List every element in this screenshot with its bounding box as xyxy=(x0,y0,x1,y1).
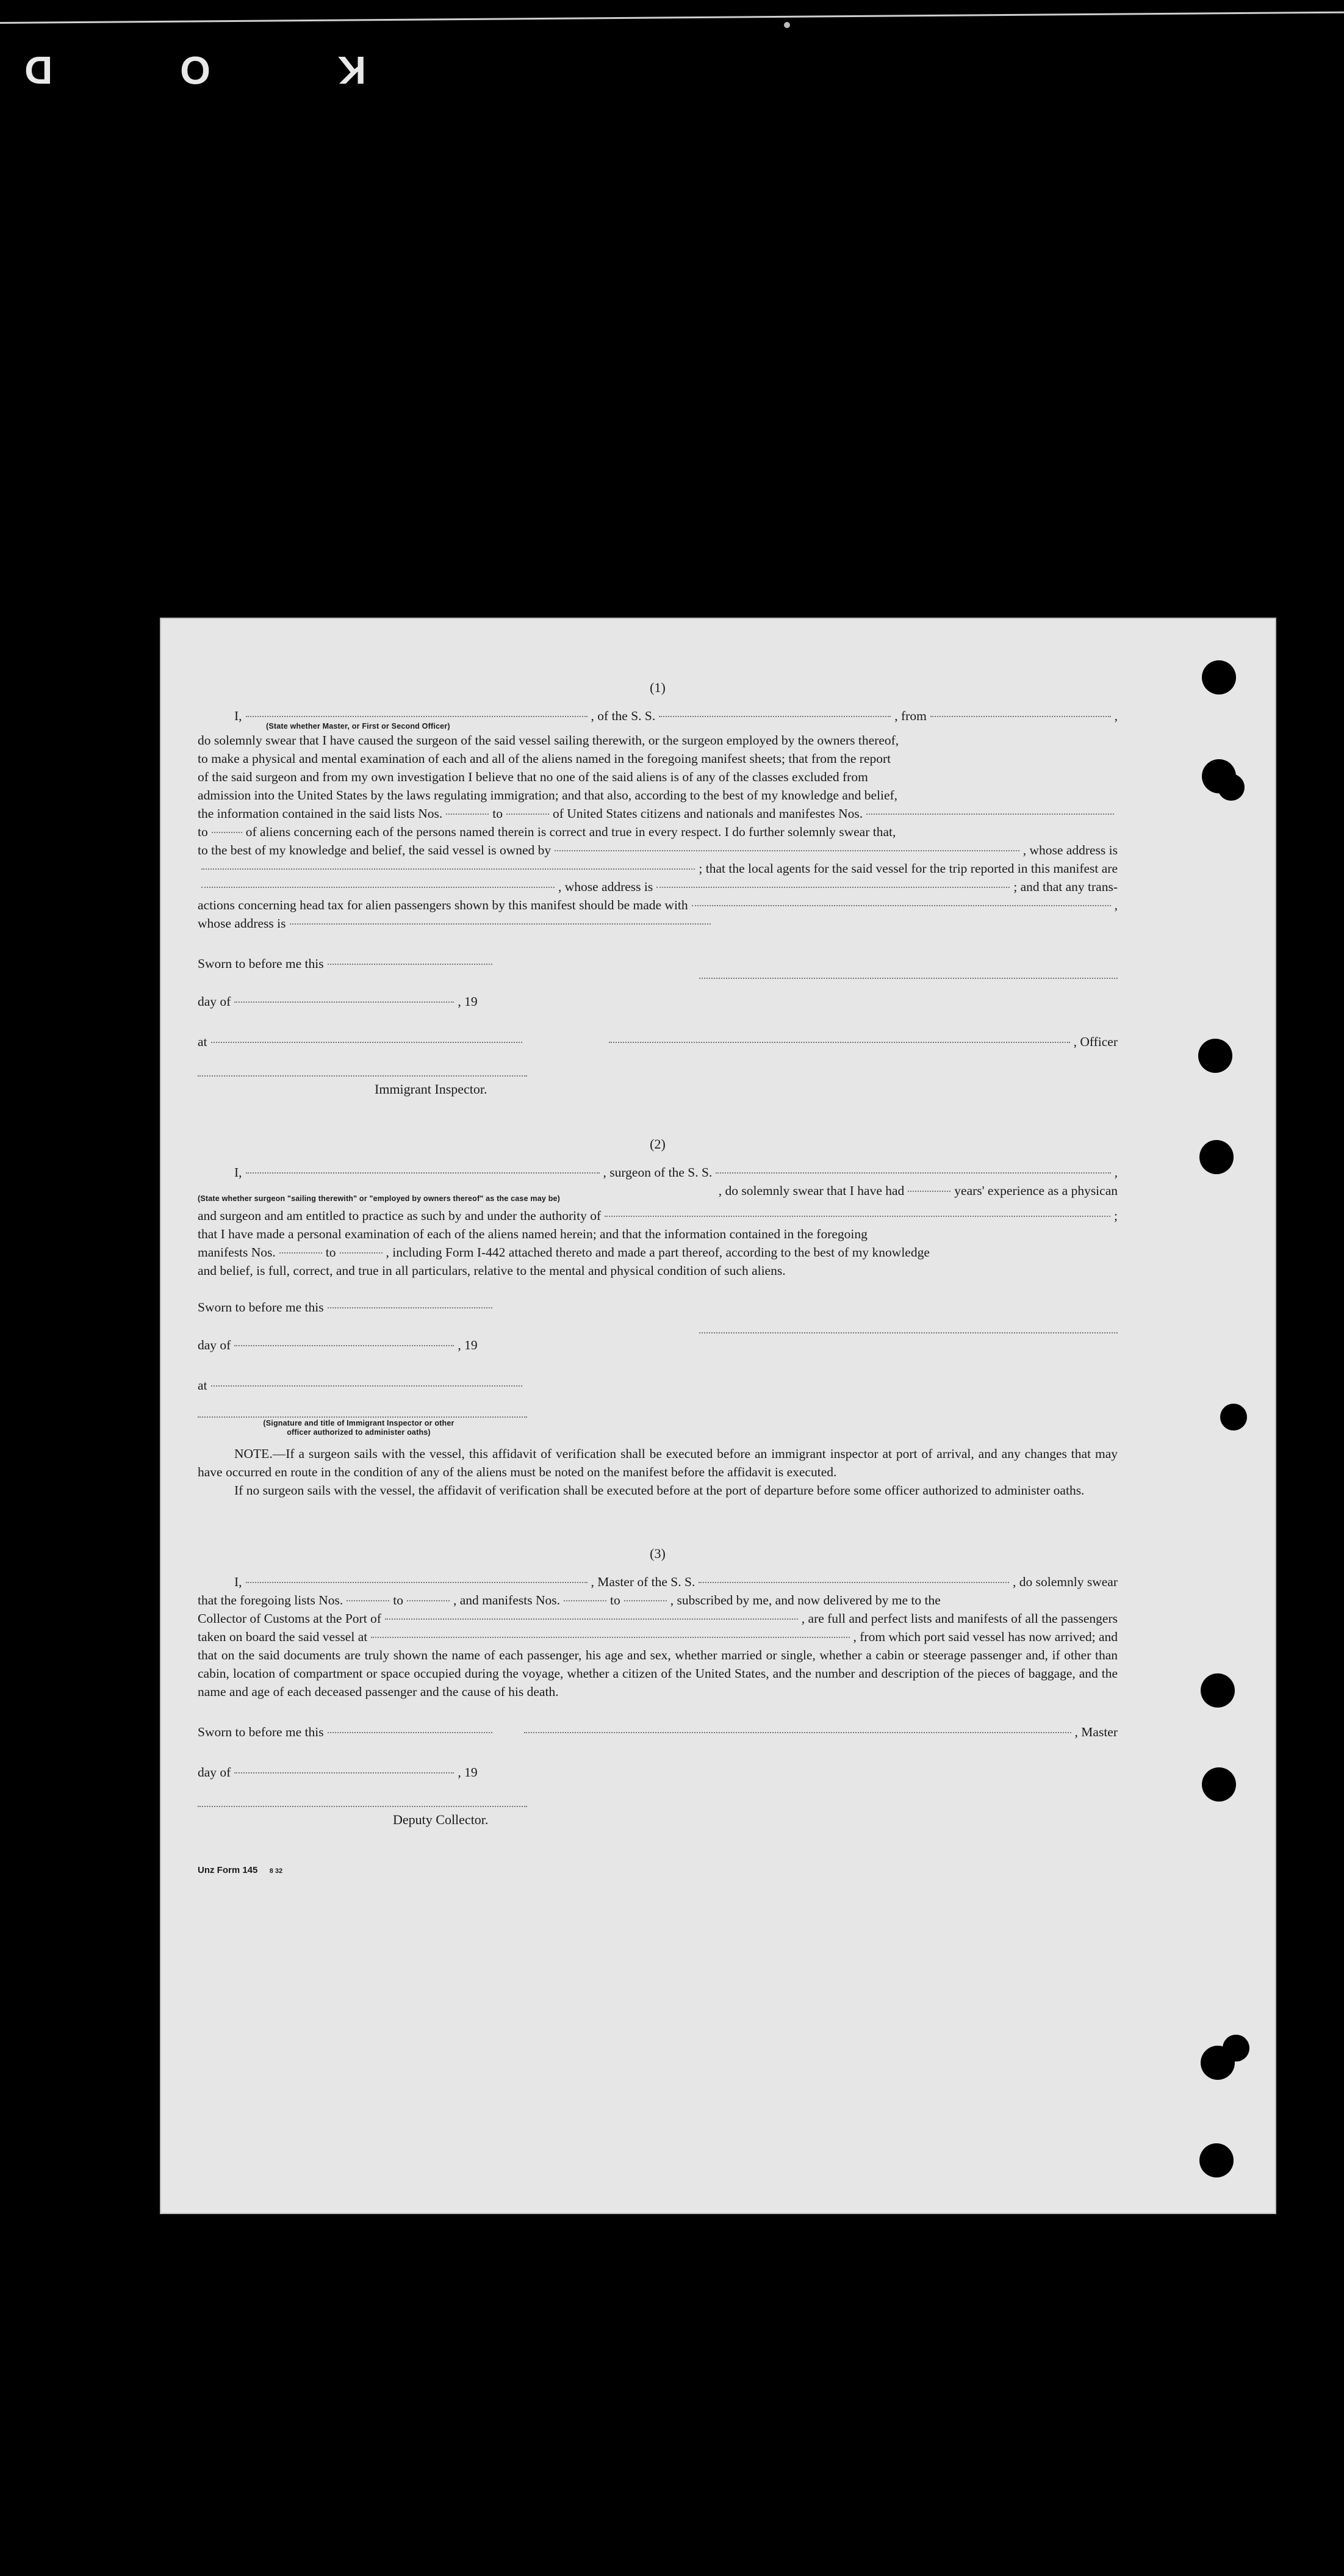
section-3-number: (3) xyxy=(650,1546,666,1561)
lists-label: the information contained in the said lists Nos. xyxy=(198,806,443,821)
manifests-from-field[interactable] xyxy=(564,1600,606,1601)
manifests-label: manifests Nos. xyxy=(198,1245,276,1260)
lists-line xyxy=(198,804,1118,823)
vessel-name-field[interactable] xyxy=(659,716,891,717)
to-label: to xyxy=(198,824,208,839)
film-edge-marks xyxy=(24,48,366,93)
address-label: , whose address is xyxy=(558,879,653,894)
sworn-label: Sworn to before me this xyxy=(198,1300,324,1315)
section-1-paragraph-line: of the said surgeon and from my own investigation I believe that no one of the said aliens is of any of the classes excluded from xyxy=(198,770,868,784)
punch-hole xyxy=(1198,1039,1232,1073)
section-1-opening-line: I, , of the S. S. , from , xyxy=(198,707,1118,725)
authority-line: and surgeon and am entitled to practice as such by and under the authority of ; xyxy=(198,1207,1118,1225)
punch-hole xyxy=(1202,1767,1236,1802)
officer-hint: (State whether Master, or First or Second Officer) xyxy=(266,722,450,731)
punch-hole xyxy=(1220,1404,1247,1431)
including-label: , including Form I-442 attached thereto and made a part thereof, according to the best of my knowledge xyxy=(386,1245,930,1260)
vessel-name-field[interactable] xyxy=(716,1172,1110,1174)
day-of-label: day of xyxy=(198,1765,231,1780)
lists-to-field[interactable] xyxy=(506,814,549,815)
form-date: 8 32 xyxy=(269,1867,283,1875)
section-1-number: (1) xyxy=(650,680,666,695)
section-2-sworn-row xyxy=(198,1298,1118,1316)
to-label: to xyxy=(393,1593,403,1607)
head-tax-label: actions concerning head tax for alien passengers shown by this manifest should be made with xyxy=(198,898,688,912)
head-tax-agent-field[interactable] xyxy=(692,905,1111,906)
foregoing-label: that the foregoing lists Nos. xyxy=(198,1593,343,1607)
of-ss-label: , of the S. S. xyxy=(591,709,656,723)
note-paragraph: NOTE.—If a surgeon sails with the vessel, this affidavit of verification shall be executed before an immigrant inspector at port of arrival, and any changes that may have occurred en route in the condition of any of the aliens must be noted on the manifest before the affidavit is executed. xyxy=(198,1446,1118,1479)
master-signature-field[interactable] xyxy=(524,1732,1071,1733)
vessel-name-field[interactable] xyxy=(699,1582,1009,1583)
section-2-paragraph-line: that I have made a personal examination of each of the aliens named herein; and that the information contained in the foregoing xyxy=(198,1227,868,1241)
month-field[interactable] xyxy=(234,1772,454,1773)
section-3-day-row xyxy=(198,1763,1118,1781)
year-label: , 19 xyxy=(458,1765,478,1780)
surgeon-hint: (State whether surgeon "sailing therewith" or "employed by owners thereof" as the case may be) xyxy=(198,1194,561,1203)
film-edge xyxy=(0,0,1344,92)
years-label: years' experience as a physican xyxy=(954,1183,1118,1198)
master-label: , Master xyxy=(1074,1725,1118,1739)
owner-field[interactable] xyxy=(555,850,1019,851)
film-mark: K xyxy=(337,48,366,92)
local-agents-label: ; that the local agents for the said vessel for the trip reported in this manifest are xyxy=(699,861,1118,876)
boarding-port-field[interactable] xyxy=(371,1637,849,1638)
from-which-label: , from which port said vessel has now arrived; and xyxy=(853,1629,1118,1644)
place-field[interactable] xyxy=(211,1042,522,1043)
aliens-line xyxy=(198,823,1118,841)
signature-line[interactable] xyxy=(699,1332,1118,1333)
manifests-from-field[interactable] xyxy=(279,1252,322,1254)
sworn-day-field[interactable] xyxy=(328,964,492,965)
head-tax-line: actions concerning head tax for alien passengers shown by this manifest should be made with , xyxy=(198,896,1118,914)
and-that-label: ; and that any trans- xyxy=(1013,879,1118,894)
punch-hole xyxy=(1199,2143,1234,2177)
section-1-paragraph-line: do solemnly swear that I have caused the surgeon of the said vessel sailing therewith, or the surgeon employed by the owners thereof, xyxy=(198,733,899,748)
section-1-at-row xyxy=(198,1033,1118,1051)
film-mark: O xyxy=(180,48,210,92)
head-tax-address-line xyxy=(198,914,1118,933)
to-label: to xyxy=(609,1593,620,1607)
agents-field[interactable] xyxy=(201,887,555,888)
agents-address-line xyxy=(198,878,1118,896)
section-2-paragraph-line: and belief, is full, correct, and true in all particulars, relative to the mental and physical condition of such aliens. xyxy=(198,1263,786,1278)
inspector-signature-line[interactable] xyxy=(198,1416,527,1418)
immigrant-inspector-caption: Immigrant Inspector. xyxy=(375,1081,487,1097)
affidavit-content xyxy=(198,679,1118,1880)
month-field[interactable] xyxy=(234,1001,454,1003)
year-label: , 19 xyxy=(458,1338,478,1352)
place-field[interactable] xyxy=(211,1385,522,1387)
opening-i: I, xyxy=(234,709,242,723)
lists-from-field[interactable] xyxy=(347,1600,389,1601)
film-mark: D xyxy=(24,48,53,92)
form-id-row xyxy=(198,1860,1118,1880)
lists-to-field[interactable] xyxy=(407,1600,450,1601)
officer-signature-field[interactable] xyxy=(609,1042,1070,1043)
lists-from-field[interactable] xyxy=(446,814,489,815)
swear-label: , do solemnly swear that I have had xyxy=(718,1183,905,1198)
address-label: whose address is xyxy=(198,916,286,931)
film-edge-line xyxy=(0,12,1344,24)
section-3-paragraph: that on the said documents are truly shown the name of each passenger, his age and sex, whether married or single, whether a cabin or steerage passenger and, if other than cabin, location of compartment or space occupied during the voyage, whether a citizen of the United States, and the number and description of the pieces of baggage, and the name and age of each deceased passenger and the cause of his death. xyxy=(198,1648,1118,1699)
day-of-label: day of xyxy=(198,994,231,1009)
sworn-day-field[interactable] xyxy=(328,1732,492,1733)
section-2-day-row xyxy=(198,1336,1118,1354)
punch-hole xyxy=(1199,1140,1234,1174)
manifests-to-field[interactable] xyxy=(624,1600,667,1601)
lists-line xyxy=(198,1591,1118,1609)
signature-caption-line: officer authorized to administer oaths) xyxy=(287,1428,431,1437)
manifests-to-field[interactable] xyxy=(340,1252,383,1254)
punch-hole xyxy=(1202,660,1236,695)
opening-i: I, xyxy=(234,1575,242,1589)
collector-line xyxy=(198,1609,1118,1628)
manifests-to-field[interactable] xyxy=(212,832,242,833)
full-perfect-label: , are full and perfect lists and manifests of all the passengers xyxy=(801,1611,1118,1626)
at-label: at xyxy=(198,1034,207,1049)
section-1-sworn-row xyxy=(198,954,1118,973)
at-label: at xyxy=(198,1378,207,1393)
from-label: , from xyxy=(894,709,927,723)
taken-label: taken on board the said vessel at xyxy=(198,1629,368,1644)
surgeon-of-label: , surgeon of the S. S. xyxy=(603,1165,713,1180)
manifests-from-field[interactable] xyxy=(866,814,1114,815)
sworn-label: Sworn to before me this xyxy=(198,1725,324,1739)
section-3-sworn-row xyxy=(198,1723,1118,1741)
local-agents-line xyxy=(198,859,1118,878)
note-paragraph: If no surgeon sails with the vessel, the affidavit of verification shall be executed before at the port of departure before some officer authorized to administer oaths. xyxy=(234,1483,1085,1498)
document-page xyxy=(160,618,1276,2214)
section-2-at-row xyxy=(198,1376,1118,1394)
year-label: , 19 xyxy=(458,994,478,1009)
deputy-signature-line[interactable] xyxy=(198,1806,527,1807)
section-1-day-row xyxy=(198,992,1118,1011)
owner-address-field[interactable] xyxy=(201,868,695,870)
officer-label: , Officer xyxy=(1073,1034,1118,1049)
subscribed-label: , subscribed by me, and now delivered by me to the xyxy=(670,1593,941,1607)
month-field[interactable] xyxy=(234,1345,454,1346)
day-of-label: day of xyxy=(198,1338,231,1352)
punch-hole xyxy=(1218,774,1245,801)
master-of-label: , Master of the S. S. xyxy=(591,1575,695,1589)
manifests-label: of United States citizens and nationals and manifestes Nos. xyxy=(553,806,863,821)
opening-i: I, xyxy=(234,1165,242,1180)
deputy-collector-caption: Deputy Collector. xyxy=(393,1812,489,1827)
master-name-field[interactable] xyxy=(246,1582,588,1583)
film-edge-dot xyxy=(784,22,790,28)
surgeon-name-field[interactable] xyxy=(246,1172,600,1174)
section-2-number: (2) xyxy=(650,1136,666,1152)
to-label: to xyxy=(492,806,503,821)
section-3-opening-line xyxy=(198,1573,1118,1591)
punch-hole xyxy=(1201,1673,1235,1708)
owner-line xyxy=(198,841,1118,859)
agents-address-field[interactable] xyxy=(656,887,1010,888)
to-label: to xyxy=(325,1245,336,1260)
signature-caption-line: (Signature and title of Immigrant Inspector or other xyxy=(263,1419,455,1427)
sworn-label: Sworn to before me this xyxy=(198,956,324,971)
departure-port-field[interactable] xyxy=(930,716,1111,717)
taken-on-board-line xyxy=(198,1628,1118,1646)
officer-name-field[interactable] xyxy=(246,716,588,717)
sworn-day-field[interactable] xyxy=(328,1307,492,1308)
signature-caption xyxy=(225,1419,493,1437)
entitled-label: and surgeon and am entitled to practice as such by and under the authority of xyxy=(198,1208,602,1223)
section-2-opening-line: I, , surgeon of the S. S. , xyxy=(198,1163,1118,1182)
manifests-line xyxy=(198,1243,1118,1261)
aliens-statement: of aliens concerning each of the persons named therein is correct and true in every respect. I do further solemnly swear that, xyxy=(245,824,896,839)
owned-by-label: to the best of my knowledge and belief, the said vessel is owned by xyxy=(198,843,552,857)
surgeon-experience-line xyxy=(198,1182,1118,1202)
inspector-signature-line[interactable] xyxy=(198,1075,527,1077)
collector-label: Collector of Customs at the Port of xyxy=(198,1611,381,1626)
manifests-label: , and manifests Nos. xyxy=(453,1593,560,1607)
form-id: Unz Form 145 xyxy=(198,1865,258,1875)
signature-line[interactable] xyxy=(699,978,1118,979)
authority-field[interactable] xyxy=(605,1216,1110,1217)
address-label: , whose address is xyxy=(1022,843,1118,857)
years-field[interactable] xyxy=(908,1191,951,1192)
head-tax-address-field[interactable] xyxy=(290,923,711,925)
punch-hole xyxy=(1201,2046,1235,2080)
section-1-paragraph-line: to make a physical and mental examination of each and all of the aliens named in the foregoing manifest sheets; that from the report xyxy=(198,751,891,766)
do-swear-label: , do solemnly swear xyxy=(1013,1575,1118,1589)
section-1-paragraph-line: admission into the United States by the laws regulating immigration; and that also, according to the best of my knowledge and belief, xyxy=(198,788,898,803)
port-field[interactable] xyxy=(385,1618,798,1620)
